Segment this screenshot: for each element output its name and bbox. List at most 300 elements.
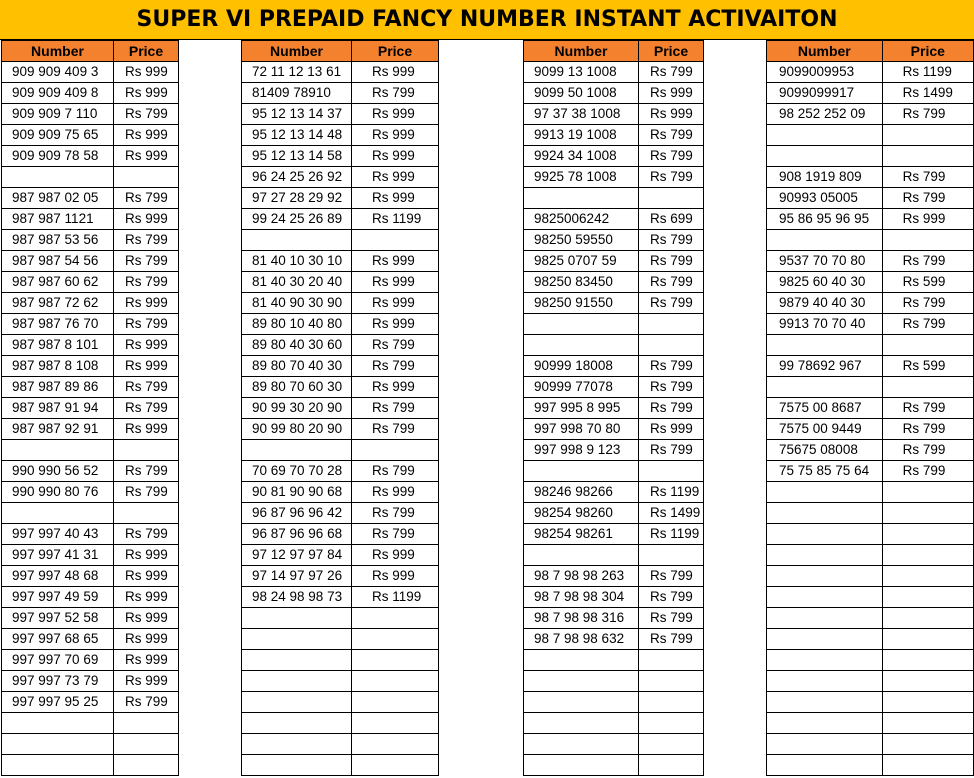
price-cell: Rs 999 (352, 545, 439, 566)
table-row (2, 419, 179, 440)
table-row (2, 461, 179, 482)
price-cell (882, 587, 973, 608)
table-row (2, 146, 179, 167)
phone-number-cell: 90993 05005 (767, 188, 883, 209)
price-cell (114, 734, 179, 755)
table-row (242, 209, 439, 230)
phone-number-cell (767, 566, 883, 587)
table-row (242, 461, 439, 482)
price-cell (639, 692, 704, 713)
price-cell (882, 713, 973, 734)
price-cell: Rs 999 (114, 83, 179, 104)
price-cell: Rs 799 (882, 104, 973, 125)
price-cell (352, 671, 439, 692)
table-row (242, 83, 439, 104)
price-cell: Rs 999 (352, 293, 439, 314)
table-row (2, 524, 179, 545)
table-row (2, 167, 179, 188)
price-cell: Rs 799 (639, 62, 704, 83)
phone-number-cell: 98 7 98 98 316 (524, 608, 639, 629)
phone-number-cell: 90 81 90 90 68 (242, 482, 352, 503)
price-cell (639, 755, 704, 776)
phone-number-cell: 90999 77078 (524, 377, 639, 398)
price-cell (882, 482, 973, 503)
price-cell: Rs 1499 (639, 503, 704, 524)
table-row (2, 356, 179, 377)
price-cell (352, 230, 439, 251)
phone-number-cell: 987 987 8 101 (2, 335, 114, 356)
price-column-header: Price (352, 41, 439, 62)
price-cell: Rs 799 (639, 566, 704, 587)
table-row (242, 524, 439, 545)
table-row (242, 629, 439, 650)
phone-number-cell: 95 12 13 14 48 (242, 125, 352, 146)
price-cell: Rs 999 (882, 209, 973, 230)
price-cell (352, 440, 439, 461)
price-cell (882, 377, 973, 398)
price-cell (639, 461, 704, 482)
price-cell: Rs 999 (114, 209, 179, 230)
phone-number-cell (767, 524, 883, 545)
phone-number-cell (767, 755, 883, 776)
phone-number-cell: 997 998 9 123 (524, 440, 639, 461)
price-cell: Rs 799 (114, 377, 179, 398)
number-table-3 (523, 40, 704, 776)
phone-number-cell: 9099099917 (767, 83, 883, 104)
table-row (767, 167, 974, 188)
phone-number-cell (767, 629, 883, 650)
price-cell: Rs 799 (882, 461, 973, 482)
price-cell (639, 650, 704, 671)
table-row (2, 482, 179, 503)
phone-number-cell (767, 545, 883, 566)
table-row (242, 167, 439, 188)
table-row (767, 734, 974, 755)
price-cell: Rs 799 (639, 230, 704, 251)
price-cell: Rs 799 (114, 692, 179, 713)
phone-number-cell: 96 87 96 96 68 (242, 524, 352, 545)
table-row (2, 671, 179, 692)
phone-number-cell (767, 587, 883, 608)
price-cell: Rs 599 (882, 272, 973, 293)
table-row (2, 209, 179, 230)
table-row (524, 461, 704, 482)
price-cell: Rs 999 (352, 272, 439, 293)
price-cell: Rs 799 (114, 272, 179, 293)
table-row (524, 104, 704, 125)
price-cell: Rs 999 (352, 566, 439, 587)
table-row (242, 188, 439, 209)
table-row (242, 293, 439, 314)
price-cell: Rs 799 (114, 398, 179, 419)
table-row (2, 83, 179, 104)
phone-number-cell (524, 713, 639, 734)
phone-number-cell: 990 990 56 52 (2, 461, 114, 482)
phone-number-cell: 99 78692 967 (767, 356, 883, 377)
table-row (524, 377, 704, 398)
phone-number-cell: 97 37 38 1008 (524, 104, 639, 125)
phone-number-cell (524, 650, 639, 671)
price-cell: Rs 799 (639, 356, 704, 377)
phone-number-cell (242, 713, 352, 734)
phone-number-cell (767, 650, 883, 671)
phone-number-cell: 98 24 98 98 73 (242, 587, 352, 608)
price-cell: Rs 999 (352, 482, 439, 503)
phone-number-cell: 987 987 02 05 (2, 188, 114, 209)
table-row (767, 293, 974, 314)
phone-number-cell: 909 909 409 3 (2, 62, 114, 83)
price-cell: Rs 999 (114, 293, 179, 314)
phone-number-cell (767, 230, 883, 251)
price-cell (114, 167, 179, 188)
phone-number-cell: 9825006242 (524, 209, 639, 230)
phone-number-cell: 98250 59550 (524, 230, 639, 251)
table-row (242, 713, 439, 734)
table-row (242, 62, 439, 83)
phone-number-cell: 95 86 95 96 95 (767, 209, 883, 230)
price-cell: Rs 999 (114, 566, 179, 587)
table-row (524, 587, 704, 608)
phone-number-cell: 9099 13 1008 (524, 62, 639, 83)
phone-number-cell: 98254 98261 (524, 524, 639, 545)
price-cell (882, 146, 973, 167)
table-row (2, 314, 179, 335)
phone-number-cell (767, 335, 883, 356)
phone-number-cell: 997 998 70 80 (524, 419, 639, 440)
phone-number-cell: 81409 78910 (242, 83, 352, 104)
price-cell: Rs 999 (114, 650, 179, 671)
price-cell: Rs 799 (114, 104, 179, 125)
price-cell: Rs 999 (114, 671, 179, 692)
phone-number-cell (524, 314, 639, 335)
price-cell (114, 755, 179, 776)
phone-number-cell (524, 692, 639, 713)
price-cell: Rs 799 (352, 335, 439, 356)
table-row (767, 440, 974, 461)
price-cell (352, 692, 439, 713)
table-row (242, 356, 439, 377)
price-cell: Rs 799 (882, 419, 973, 440)
phone-number-cell: 72 11 12 13 61 (242, 62, 352, 83)
phone-number-cell: 990 990 80 76 (2, 482, 114, 503)
price-column-header: Price (882, 41, 973, 62)
price-cell: Rs 699 (639, 209, 704, 230)
phone-number-cell: 95 12 13 14 37 (242, 104, 352, 125)
table-row (242, 440, 439, 461)
price-cell: Rs 999 (352, 377, 439, 398)
phone-number-cell (767, 503, 883, 524)
phone-number-cell: 909 909 78 58 (2, 146, 114, 167)
table-row (524, 692, 704, 713)
price-cell: Rs 799 (352, 503, 439, 524)
phone-number-cell: 909 909 409 8 (2, 83, 114, 104)
table-row (767, 671, 974, 692)
table-row (767, 608, 974, 629)
price-cell: Rs 799 (114, 461, 179, 482)
price-cell: Rs 999 (352, 62, 439, 83)
table-row (767, 713, 974, 734)
price-cell: Rs 999 (114, 419, 179, 440)
table-row (2, 293, 179, 314)
table-row (767, 650, 974, 671)
table-row (767, 566, 974, 587)
price-cell (882, 692, 973, 713)
phone-number-cell (242, 671, 352, 692)
table-row (767, 377, 974, 398)
table-row (524, 545, 704, 566)
phone-number-cell: 9099009953 (767, 62, 883, 83)
phone-number-cell: 9924 34 1008 (524, 146, 639, 167)
price-cell: Rs 799 (639, 251, 704, 272)
table-row (242, 671, 439, 692)
price-cell: Rs 999 (352, 188, 439, 209)
phone-number-cell (767, 146, 883, 167)
table-row (524, 230, 704, 251)
phone-number-cell: 89 80 70 60 30 (242, 377, 352, 398)
number-table-1 (1, 40, 179, 776)
table-row (767, 251, 974, 272)
table-row (242, 692, 439, 713)
table-row (242, 566, 439, 587)
number-column-header: Number (2, 41, 114, 62)
price-cell (882, 608, 973, 629)
phone-number-cell: 99 24 25 26 89 (242, 209, 352, 230)
table-row (524, 272, 704, 293)
phone-number-cell: 98246 98266 (524, 482, 639, 503)
phone-number-cell: 81 40 90 30 90 (242, 293, 352, 314)
phone-number-cell: 9913 70 70 40 (767, 314, 883, 335)
number-column-header: Number (524, 41, 639, 62)
price-cell: Rs 799 (114, 230, 179, 251)
price-cell (352, 650, 439, 671)
phone-number-cell: 90 99 30 20 90 (242, 398, 352, 419)
table-row (242, 251, 439, 272)
price-cell: Rs 999 (352, 125, 439, 146)
number-column-header: Number (242, 41, 352, 62)
phone-number-cell: 97 12 97 97 84 (242, 545, 352, 566)
table-row (2, 545, 179, 566)
price-cell: Rs 1199 (352, 209, 439, 230)
price-cell: Rs 999 (639, 104, 704, 125)
phone-number-cell (767, 377, 883, 398)
table-row (242, 482, 439, 503)
phone-number-cell (242, 692, 352, 713)
phone-number-cell: 70 69 70 70 28 (242, 461, 352, 482)
price-cell: Rs 999 (114, 335, 179, 356)
table-row (242, 608, 439, 629)
table-row (242, 755, 439, 776)
phone-number-cell (767, 692, 883, 713)
table-row (524, 566, 704, 587)
table-row (767, 398, 974, 419)
phone-number-cell: 7575 00 9449 (767, 419, 883, 440)
price-cell (882, 503, 973, 524)
price-cell (882, 650, 973, 671)
phone-number-cell: 89 80 70 40 30 (242, 356, 352, 377)
table-row (2, 755, 179, 776)
table-row (2, 692, 179, 713)
table-row (2, 125, 179, 146)
price-cell: Rs 799 (639, 629, 704, 650)
price-cell: Rs 799 (639, 587, 704, 608)
price-cell: Rs 999 (114, 608, 179, 629)
price-cell: Rs 799 (114, 314, 179, 335)
price-cell (352, 755, 439, 776)
table-row (767, 356, 974, 377)
table-row (524, 167, 704, 188)
phone-number-cell: 98 7 98 98 632 (524, 629, 639, 650)
price-cell: Rs 799 (882, 167, 973, 188)
phone-number-cell (242, 734, 352, 755)
table-row (524, 293, 704, 314)
phone-number-cell: 9925 78 1008 (524, 167, 639, 188)
phone-number-cell: 997 997 49 59 (2, 587, 114, 608)
phone-number-cell: 98254 98260 (524, 503, 639, 524)
price-cell (882, 524, 973, 545)
table-row (2, 272, 179, 293)
table-row (2, 503, 179, 524)
table-row (2, 62, 179, 83)
phone-number-cell: 909 909 75 65 (2, 125, 114, 146)
phone-number-cell (2, 440, 114, 461)
price-cell: Rs 999 (352, 104, 439, 125)
price-cell: Rs 999 (114, 587, 179, 608)
price-cell (882, 230, 973, 251)
table-row (767, 209, 974, 230)
number-column-header: Number (767, 41, 883, 62)
price-cell: Rs 799 (352, 461, 439, 482)
table-row (2, 230, 179, 251)
price-column-header: Price (114, 41, 179, 62)
phone-number-cell (767, 482, 883, 503)
number-table-4 (766, 40, 974, 776)
price-cell: Rs 799 (882, 293, 973, 314)
phone-number-cell: 997 997 52 58 (2, 608, 114, 629)
table-row (767, 104, 974, 125)
table-row (524, 440, 704, 461)
phone-number-cell: 98 7 98 98 263 (524, 566, 639, 587)
table-row (767, 419, 974, 440)
table-row (767, 335, 974, 356)
price-cell (882, 734, 973, 755)
phone-number-cell (2, 167, 114, 188)
price-cell: Rs 799 (352, 398, 439, 419)
table-row (2, 251, 179, 272)
table-row (767, 146, 974, 167)
phone-number-cell: 9099 50 1008 (524, 83, 639, 104)
table-row (2, 377, 179, 398)
price-cell: Rs 799 (639, 146, 704, 167)
phone-number-cell (767, 608, 883, 629)
table-row (2, 650, 179, 671)
table-row (767, 587, 974, 608)
price-column-header: Price (639, 41, 704, 62)
table-row (242, 650, 439, 671)
table-row (524, 188, 704, 209)
price-cell: Rs 999 (639, 83, 704, 104)
price-cell: Rs 999 (114, 146, 179, 167)
table-row (767, 125, 974, 146)
table-row (242, 272, 439, 293)
table-row (524, 335, 704, 356)
table-row (767, 482, 974, 503)
phone-number-cell (242, 650, 352, 671)
phone-number-cell: 997 997 95 25 (2, 692, 114, 713)
phone-number-cell: 908 1919 809 (767, 167, 883, 188)
price-cell (114, 713, 179, 734)
price-cell: Rs 799 (639, 608, 704, 629)
table-row (767, 83, 974, 104)
table-row (524, 482, 704, 503)
price-cell: Rs 799 (882, 440, 973, 461)
table-row (524, 251, 704, 272)
phone-number-cell (2, 713, 114, 734)
phone-number-cell: 997 997 68 65 (2, 629, 114, 650)
table-row (767, 755, 974, 776)
phone-number-cell: 97 14 97 97 26 (242, 566, 352, 587)
price-cell (639, 734, 704, 755)
table-row (524, 671, 704, 692)
price-list-sheet (0, 40, 974, 778)
table-row (524, 503, 704, 524)
table-row (767, 62, 974, 83)
table-row (524, 209, 704, 230)
phone-number-cell (2, 734, 114, 755)
price-cell (639, 314, 704, 335)
price-cell: Rs 999 (639, 419, 704, 440)
phone-number-cell: 987 987 92 91 (2, 419, 114, 440)
table-row (767, 461, 974, 482)
table-row (242, 503, 439, 524)
price-cell: Rs 999 (352, 251, 439, 272)
price-cell: Rs 799 (114, 482, 179, 503)
table-row (524, 146, 704, 167)
price-cell: Rs 999 (114, 629, 179, 650)
price-cell (882, 671, 973, 692)
phone-number-cell: 997 997 40 43 (2, 524, 114, 545)
phone-number-cell: 987 987 8 108 (2, 356, 114, 377)
table-row (2, 608, 179, 629)
table-row (242, 398, 439, 419)
sheet-title-bar (0, 0, 974, 40)
price-cell: Rs 999 (352, 146, 439, 167)
price-cell (114, 503, 179, 524)
phone-number-cell: 89 80 40 30 60 (242, 335, 352, 356)
table-row (524, 734, 704, 755)
phone-number-cell (242, 230, 352, 251)
table-row (2, 398, 179, 419)
phone-number-cell: 90999 18008 (524, 356, 639, 377)
price-cell (639, 545, 704, 566)
phone-number-cell: 9913 19 1008 (524, 125, 639, 146)
phone-number-cell: 90 99 80 20 90 (242, 419, 352, 440)
phone-number-cell: 997 997 70 69 (2, 650, 114, 671)
price-cell: Rs 999 (114, 62, 179, 83)
phone-number-cell: 9825 0707 59 (524, 251, 639, 272)
price-cell: Rs 799 (352, 83, 439, 104)
phone-number-cell: 89 80 10 40 80 (242, 314, 352, 335)
table-row (767, 692, 974, 713)
price-cell (352, 713, 439, 734)
price-cell: Rs 799 (114, 251, 179, 272)
phone-number-cell (524, 188, 639, 209)
table-row (524, 356, 704, 377)
price-cell (639, 713, 704, 734)
phone-number-cell (524, 335, 639, 356)
phone-number-cell: 9825 60 40 30 (767, 272, 883, 293)
price-cell: Rs 799 (639, 167, 704, 188)
table-row (524, 755, 704, 776)
